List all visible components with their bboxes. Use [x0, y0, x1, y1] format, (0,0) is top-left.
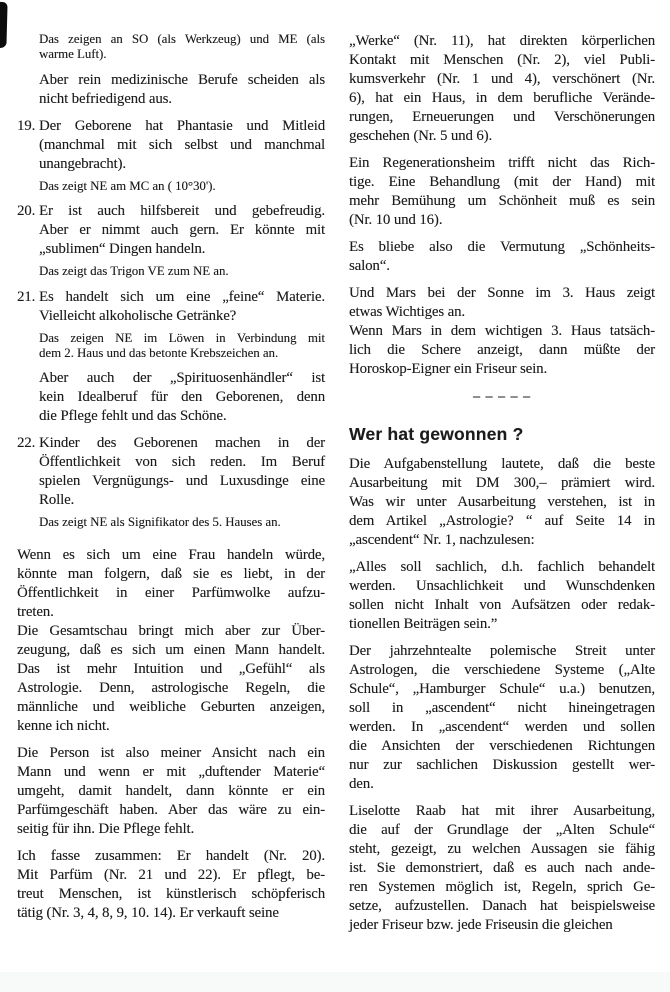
- text-line: Was wir unter Ausarbeitung verstehen, ist in: [349, 494, 655, 510]
- scan-ink-mark: [0, 2, 8, 48]
- numbered-item: [17, 434, 325, 510]
- astrology-note: [39, 331, 325, 362]
- text-line: „sublimen“ Dingen handeln.: [39, 241, 206, 258]
- text-line: steht, gezeigt, zu welchen Aussagen sie fähig: [349, 841, 655, 857]
- numbered-item: [17, 117, 325, 174]
- text-line: Öffentlichkeit von sich reden. Im Beruf: [39, 454, 325, 471]
- left-text-column: [17, 32, 325, 923]
- text-line: Schule“, „Hamburger Schule“ u.a.) benutzen,: [349, 681, 655, 697]
- text-line: männliche und weibliche Geburten anzeigen,: [17, 698, 325, 715]
- text-line: kumsverkehr (Nr. 1 und 4), verschönert (Nr.: [349, 71, 655, 87]
- text-line: Horoskop-Eigner ein Friseur sein.: [349, 361, 548, 377]
- text-line: Aber auch der „Spirituosenhändler“ ist: [39, 370, 325, 387]
- text-line: Das zeigen NE im Löwen in Verbindung mit: [39, 330, 325, 345]
- text-line: spielen Vergnügungs- und Luxusdinge eine: [39, 473, 325, 490]
- numbered-item: [17, 202, 325, 259]
- item-number: 20.: [17, 203, 36, 220]
- text-line: jeder Friseur bzw. jede Friseusin die gleichen: [349, 917, 613, 933]
- text-line: treut Menschen, ist künstlerisch schöpferisch: [17, 885, 325, 902]
- text-line: Der Geborene hat Phantasie und Mitleid: [39, 117, 325, 134]
- item-number: 22.: [17, 435, 36, 452]
- paragraph: [349, 802, 655, 935]
- text-line: Astrologen, die verschiedene Systeme („Alte: [349, 662, 655, 678]
- text-line: Ein Regenerationsheim trifft nicht das Rich-: [349, 155, 655, 171]
- text-line: Mit Parfüm (Nr. 21 und 22). Er pflegt, be-: [17, 866, 325, 883]
- text-line: unangebracht).: [39, 155, 126, 172]
- paragraph: [17, 546, 325, 622]
- right-text-column: [349, 32, 655, 935]
- paragraph: [39, 369, 325, 426]
- paragraph: [17, 847, 325, 923]
- text-line: könnte man folgern, daß sie es liebt, in der: [17, 565, 325, 582]
- text-line: Ich fasse zusammen: Er handelt (Nr. 20).: [17, 847, 325, 864]
- text-line: setze, aufzustellen. Danach hat beispielsweise: [349, 898, 655, 914]
- text-line: „ascendent“ Nr. 1, nachzulesen:: [349, 532, 535, 548]
- text-line: rungen, Erneuerungen und Verschönerungen: [349, 109, 655, 125]
- text-line: Das zeigt NE am MC an ( 10°30').: [39, 178, 216, 193]
- paragraph: [349, 558, 655, 634]
- text-line: (manchmal mit sich selbst und manchmal: [39, 136, 325, 153]
- text-line: Wenn es sich um eine Frau handeln würde,: [17, 546, 325, 563]
- text-line: die auf der Grundlage der „Alten Schule“: [349, 822, 655, 838]
- text-line: ren Systemen möglich ist, Regeln, sprich Ge-: [349, 879, 655, 895]
- text-line: Kontakt mit Menschen (Nr. 2), viel Publi-: [349, 52, 655, 68]
- text-line: nicht befriedigend aus.: [39, 90, 172, 107]
- paragraph: [349, 455, 655, 550]
- text-line: den.: [349, 776, 374, 792]
- item-number: 19.: [17, 117, 36, 134]
- section-heading: Wer hat gewonnen ?: [349, 424, 524, 444]
- text-line: treten.: [17, 603, 54, 620]
- text-line: Öffentlichkeit in einer Parfümwolke aufzu-: [17, 584, 325, 601]
- text-line: umgeht, damit handelt, dann könnte er ein: [17, 782, 325, 799]
- text-line: werden. In „ascendent“ werden und sollen: [349, 719, 655, 735]
- text-line: Der jahrzehntealte polemische Streit unter: [349, 643, 655, 659]
- text-line: nur zur sachlichen Diskussion gestellt wer-: [349, 757, 655, 773]
- text-line: die Pflege fehlt und das Schöne.: [39, 408, 227, 425]
- text-line: sollen nicht Inhalt von Aufsätzen oder redak-: [349, 597, 655, 613]
- text-line: tige. Eine Behandlung (mit der Hand) mit: [349, 174, 655, 190]
- numbered-item: [17, 288, 325, 326]
- text-line: kenne ich nicht.: [17, 717, 110, 734]
- text-line: Das ist mehr Intuition und „Gefühl“ als: [17, 660, 325, 677]
- text-line: lich die Schere anzeigt, dann müßte der: [349, 342, 655, 358]
- astrology-note: [39, 32, 325, 63]
- text-line: zeugung, daß es sich um einen Mann handelt.: [17, 641, 325, 658]
- text-line: geschehen (Nr. 5 und 6).: [349, 128, 493, 144]
- text-line: Vielleicht alkoholische Getränke?: [39, 307, 237, 324]
- astrology-note: [39, 264, 325, 279]
- text-line: Es bliebe also die Vermutung „Schönheits-: [349, 239, 655, 255]
- paragraph: [349, 642, 655, 794]
- text-line: 6), hat ein Haus, in dem berufliche Verände-: [349, 90, 655, 106]
- paragraph: [349, 32, 655, 146]
- text-line: dem Artikel „Astrologie? “ auf Seite 14 in: [349, 513, 655, 529]
- text-line: tionellen Beiträgen sein.”: [349, 616, 498, 632]
- text-line: werden. Unsachlichkeit und Wunschdenken: [349, 578, 655, 594]
- text-line: mehr Bemühung um Schönheit muß es sein: [349, 193, 655, 209]
- text-line: Die Aufgabenstellung lautete, daß die beste: [349, 456, 655, 472]
- text-line: Liselotte Raab hat mit ihrer Ausarbeitung,: [349, 803, 655, 819]
- paragraph: [17, 744, 325, 839]
- text-line: die Ansichten der verschiedenen Richtungen: [349, 738, 655, 754]
- text-line: kein Idealberuf für den Geborenen, denn: [39, 389, 325, 406]
- paragraph: [349, 322, 655, 379]
- text-line: soll in „ascendent“ nicht hineingetragen: [349, 700, 655, 716]
- text-line: Das zeigen an SO (als Werkzeug) und ME (als: [39, 32, 325, 46]
- astrology-note: [39, 515, 325, 530]
- paragraph: [39, 71, 325, 109]
- text-line: Ausarbeitung mit DM 300,– prämiert wird.: [349, 475, 655, 491]
- text-line: (Nr. 10 und 16).: [349, 212, 443, 228]
- text-line: warme Luft).: [39, 47, 107, 62]
- text-line: Und Mars bei der Sonne im 3. Haus zeigt: [349, 285, 655, 301]
- text-line: Das zeigt das Trigon VE zum NE an.: [39, 264, 229, 279]
- text-line: ist. Sie demonstriert, daß es auch nach ande-: [349, 860, 655, 876]
- paragraph: [349, 284, 655, 322]
- text-line: Aber rein medizinische Berufe scheiden als: [39, 71, 325, 88]
- text-line: Wenn Mars in dem wichtigen 3. Haus tatsäch-: [349, 323, 655, 339]
- astrology-note: [39, 179, 325, 194]
- text-line: salon“.: [349, 258, 390, 274]
- text-line: Rolle.: [39, 492, 75, 509]
- text-line: etwas Wichtiges an.: [349, 304, 465, 320]
- text-line: Mann und wenn er mit „duftender Materie“: [17, 763, 325, 780]
- text-line: Astrologie. Denn, astrologische Regeln, die: [17, 679, 325, 696]
- text-line: „Alles soll sachlich, d.h. fachlich behandelt: [349, 559, 655, 575]
- page-bottom-shade: [0, 972, 670, 992]
- paragraph: [349, 154, 655, 230]
- text-line: Er ist auch hilfsbereit und gebefreudig.: [39, 203, 325, 220]
- text-line: seitig für ihn. Die Pflege fehlt.: [17, 820, 195, 837]
- text-line: dem 2. Haus und das betonte Krebszeichen an.: [39, 346, 279, 361]
- text-line: Die Gesamtschau bringt mich aber zur Über-: [17, 622, 325, 639]
- text-line: tätig (Nr. 3, 4, 8, 9, 10. 14). Er verkauft seine: [17, 904, 279, 921]
- item-number: 21.: [17, 288, 36, 305]
- text-line: Parfümgeschäft haben. Aber das wäre zu ein-: [17, 801, 325, 818]
- dashed-separator: – – – – –: [473, 389, 531, 404]
- text-line: Das zeigt NE als Signifikator des 5. Hauses an.: [39, 515, 281, 530]
- text-line: Aber er nimmt auch gern. Er könnte mit: [39, 222, 325, 239]
- paragraph: [17, 622, 325, 736]
- paragraph: [349, 238, 655, 276]
- text-line: „Werke“ (Nr. 11), hat direkten körperlichen: [349, 33, 655, 49]
- text-line: Es handelt sich um eine „feine“ Materie.: [39, 288, 325, 305]
- text-line: Die Person ist also meiner Ansicht nach ein: [17, 744, 325, 761]
- text-line: Kinder des Geborenen machen in der: [39, 435, 325, 452]
